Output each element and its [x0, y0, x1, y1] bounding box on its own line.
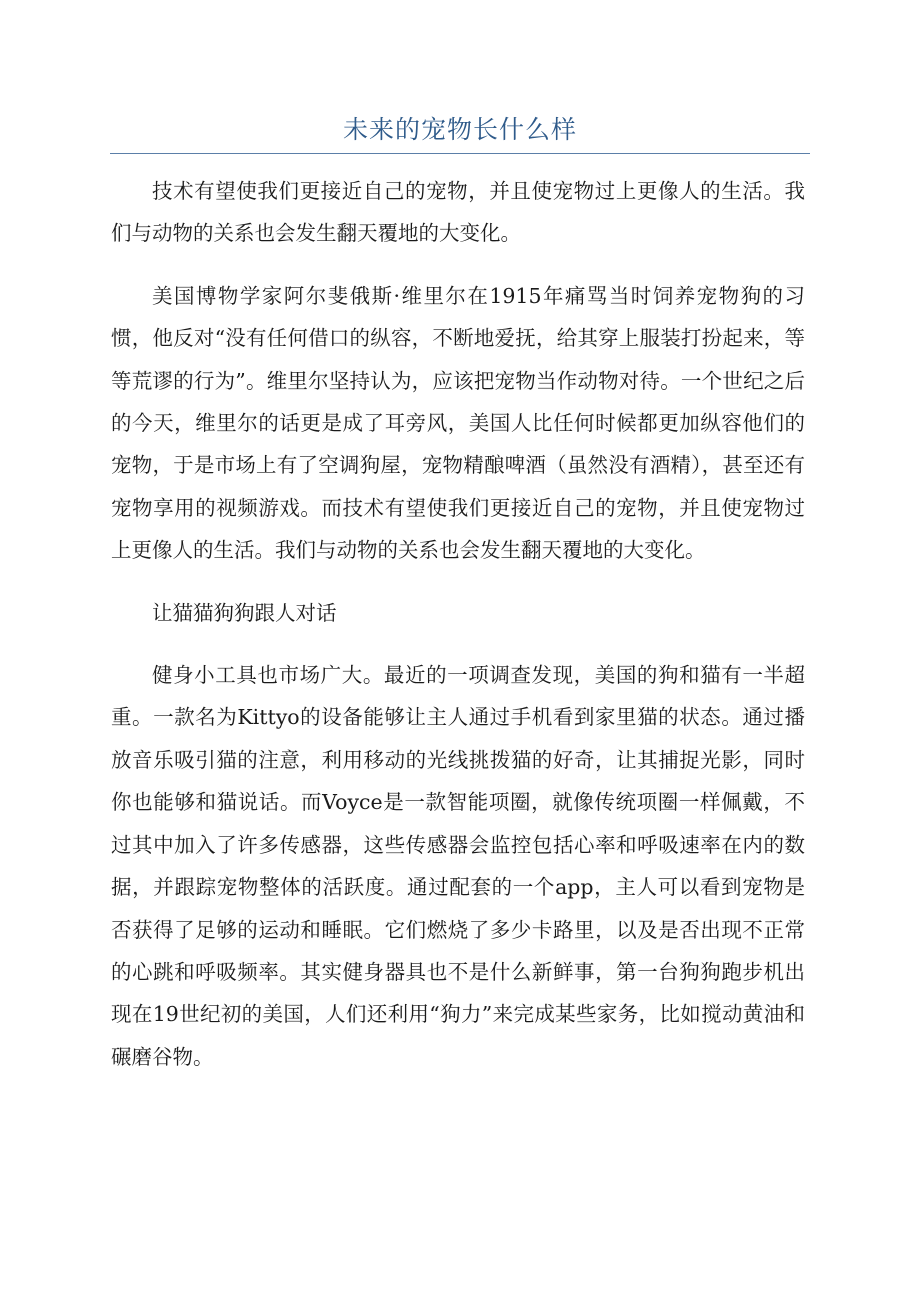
paragraph-intro: 技术有望使我们更接近自己的宠物，并且使宠物过上更像人的生活。我们与动物的关系也会发生翻天覆地的大变化。 — [111, 179, 805, 246]
section-heading: 让猫猫狗狗跟人对话 — [152, 600, 337, 625]
paragraph-fitness: 健身小工具也市场广大。最近的一项调查发现，美国的狗和猫有一半超重。一款名为Kittyo的设备能够让主人通过手机看到家里猫的状态。通过播放音乐吸引猫的注意，利用移动的光线挑拨猫的好奇，让其捕捉光影，同时你也能够和猫说话。而Voyce是一款智能项圈，就像传统项圈一样佩戴，不过其中加入了许多传感器，这些传感器会监控包括心率和呼吸速率在内的数据，并跟踪宠物整体的活跃度。通过配套的一个app，主人可以看到宠物是否获得了足够的运动和睡眠。它们燃烧了多少卡路里，以及是否出现不正常的心跳和呼吸频率。其实健身器具也不是什么新鲜事，第一台狗狗跑步机出现在19世纪初的美国，人们还利用“狗力”来完成某些家务，比如搅动黄油和碾磨谷物。 — [111, 663, 805, 1069]
paragraph-history: 美国博物学家阿尔斐俄斯·维里尔在1915年痛骂当时饲养宠物狗的习惯，他反对“没有任何借口的纵容，不断地爱抚，给其穿上服装打扮起来，等等荒谬的行为”。维里尔坚持认为，应该把宠物当作动物对待。一个世纪之后的今天，维里尔的话更是成了耳旁风，美国人比任何时候都更加纵容他们的宠物，于是市场上有了空调狗屋，宠物精酿啤酒（虽然没有酒精），甚至还有宠物享用的视频游戏。而技术有望使我们更接近自己的宠物，并且使宠物过上更像人的生活。我们与动物的关系也会发生翻天覆地的大变化。 — [111, 283, 805, 563]
article-body — [111, 170, 805, 1098]
title-underline — [110, 153, 810, 154]
page-title: 未来的宠物长什么样 — [342, 115, 577, 144]
